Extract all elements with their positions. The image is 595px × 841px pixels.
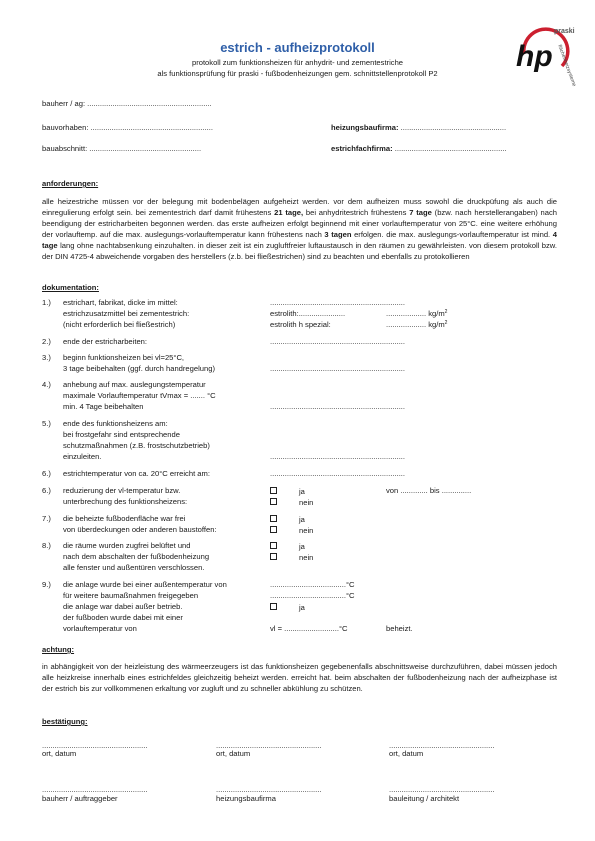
signer-label-bauleitung: bauleitung / architekt (389, 794, 460, 803)
item-text: alle fenster und außentüren verschlossen. (63, 563, 205, 572)
ort-datum-label: ort, datum (42, 749, 77, 758)
nein-checkbox[interactable]: nein (270, 553, 313, 562)
item-text: reduzierung der vl-temperatur bzw. (63, 486, 181, 495)
item-text: von überdeckungen oder anderen baustoffen: (63, 525, 217, 534)
signature-line[interactable]: .................................................. (216, 785, 322, 794)
estrolith-h-label: estrolith h spezial: (270, 320, 331, 329)
ja-checkbox[interactable]: ja (270, 542, 305, 551)
temperature-field[interactable]: ....................................°C (270, 580, 355, 589)
item-text: der fußboden wurde dabei mit einer (63, 613, 183, 622)
item-text: estrichart, fabrikat, dicke im mittel: (63, 298, 178, 307)
logo-brand-text: praski (554, 28, 575, 35)
item-text: unterbrechung des funktionsheizens: (63, 497, 188, 506)
quantity-field[interactable]: ................... $kg/m^2$ (386, 309, 448, 318)
signature-line[interactable]: .................................................. (389, 785, 495, 794)
item-text: beginn funktionsheizen bei vl=25°C, (63, 353, 185, 362)
checkbox-icon (270, 498, 277, 505)
item-number: 2.) (42, 337, 51, 346)
item-number: 6.) (42, 486, 51, 495)
vl-temperature-field[interactable]: vl = ..........................°C (270, 624, 348, 633)
item-text: estrichtemperatur von ca. 20°C erreicht am: (63, 469, 210, 478)
signer-label-heizungsbaufirma: heizungsbaufirma (216, 794, 276, 803)
estrichfachfirma-field[interactable] (331, 145, 507, 153)
nein-checkbox[interactable]: nein (270, 498, 313, 507)
checkbox-icon (270, 542, 277, 549)
item-number: 4.) (42, 380, 51, 389)
checkbox-icon (270, 515, 277, 522)
page-subtitle-1: protokoll zum funktionsheizen für anhydrit- und zementestriche (191, 58, 404, 67)
item-text: einzuleiten. (63, 452, 102, 461)
heizungsbaufirma-label: heizungsbaufirma: (331, 123, 399, 132)
bauherr-field[interactable]: bauherr / ag: ........................................................... (42, 99, 212, 108)
signer-label-bauherr: bauherr / auftraggeber (42, 794, 118, 803)
ja-checkbox[interactable]: ja (270, 515, 305, 524)
input-line[interactable]: ................................................................ (270, 452, 406, 461)
signature-line[interactable]: .................................................. (389, 741, 495, 750)
item-text: schutzmaßnahmen (z.B. frostschutzbetrieb) (63, 441, 210, 450)
checkbox-icon (270, 487, 277, 494)
checkbox-icon (270, 526, 277, 533)
input-line[interactable]: ................................................................ (270, 298, 406, 307)
item-number: 6.) (42, 469, 51, 478)
item-text: für weitere baumaßnahmen freigegeben (63, 591, 199, 600)
item-text: anhebung auf max. auslegungstemperatur (63, 380, 206, 389)
ort-datum-label: ort, datum (216, 749, 251, 758)
anforderungen-heading: anforderungen: (42, 179, 99, 188)
bauvorhaben-field[interactable]: bauvorhaben: .......................................................... (42, 123, 213, 132)
item-number: 9.) (42, 580, 51, 589)
nein-checkbox[interactable]: nein (270, 526, 313, 535)
item-text: nach dem abschalten der fußbodenheizung (63, 552, 210, 561)
item-text: die anlage war dabei außer betrieb. (63, 602, 183, 611)
item-number: 5.) (42, 419, 51, 428)
item-text: (nicht erforderlich bei fließestrich) (63, 320, 176, 329)
item-text: bei frostgefahr sind entsprechende (63, 430, 180, 439)
temperature-field[interactable]: ....................................°C (270, 591, 355, 600)
page-subtitle-2: als funktionsprüfung für praski - fußbodenheizungen gem. schnittstellenprotokoll P2 (157, 69, 438, 78)
item-text: die anlage wurde bei einer außentemperatur von (63, 580, 227, 589)
item-text: maximale Vorlauftemperatur tVmax = ....... °C (63, 391, 216, 400)
signature-line[interactable]: .................................................. (42, 785, 148, 794)
von-bis-field[interactable]: von ............. bis .............. (386, 486, 472, 495)
beheizt-label: beheizt. (386, 624, 413, 633)
ort-datum-label: ort, datum (389, 749, 424, 758)
item-text: die beheizte fußbodenfläche war frei (63, 514, 186, 523)
ja-checkbox[interactable]: ja (270, 603, 305, 612)
item-number: 1.) (42, 298, 51, 307)
signature-line[interactable]: .................................................. (216, 741, 322, 750)
input-line[interactable]: ................................................................ (270, 337, 406, 346)
anforderungen-text: alle heizestriche müssen vor der belegung mit bodenbelägen aufgeheizt werden. vor dem aufheizen muss sowohl die druckpüfung als auch die einregulierung erfolgt sein. bei zementestrich darf damit frühestens 21 tage, bei anhydritestrich frühestens 7 tage (bzw. nach herstellerangaben) nach beendigung der estricharbeiten begonnen werden. das erste aufheizen erfolgt beginnend mit einer vorlauftemperatur von 25°C. eine weitere erhöhung der vorlauftemp. auf die max. auslegungs-vorlauftemperatur kann frühestens nach 3 tagen erfolgen. die max. auslegungs-vorlauftemperatur ist mind. 4 tage lang ohne nachtabsenkung einzuhalten. in dieser zeit ist ein zugluftfreier luftaustausch in den räumen zu gewährleisten. von diesem protokoll bzw. der DIN 4725-4 abweichende vorgaben des herstellers (z.b. bei fließestrichen) sind zu beachten und ebenfalls zu protokollieren (42, 197, 558, 261)
checkbox-icon (270, 603, 277, 610)
logo-hp-text: hp (516, 40, 553, 73)
input-line[interactable]: ................................................................ (270, 364, 406, 373)
item-number: 3.) (42, 353, 51, 362)
input-line[interactable]: ................................................................ (270, 402, 406, 411)
input-line[interactable]: ................................................................ (270, 469, 406, 478)
signature-line[interactable]: .................................................. (42, 741, 148, 750)
item-text: die räume wurden zugfrei belüftet und (63, 541, 191, 550)
ja-checkbox[interactable]: ja (270, 487, 305, 496)
dokumentation-heading: dokumentation: (42, 283, 99, 292)
quantity-field[interactable]: ................... $kg/m^2$ (386, 320, 448, 329)
item-number: 7.) (42, 514, 51, 523)
achtung-heading: achtung: (42, 645, 75, 654)
bauabschnitt-field[interactable]: bauabschnitt: ..................................................... (42, 144, 202, 153)
item-text: 3 tage beibehalten (ggf. durch handregelung) (63, 364, 215, 373)
item-text: vorlauftemperatur von (63, 624, 137, 633)
achtung-text: in abhängigkeit von der heizleistung des wärmeerzeugers ist das funktionsheizen gegebenenfalls abschnittsweise durchzuführen, dabei müssen jedoch alle heizkreise innerhalb eines estrichfeldes gleichzeitig beheizt werden. erreicht hat. beim abschalten der fußbodenheizung nach der aufheizphase ist der estrich bis zur vollkommenen erkaltung vor zugluft und zu schneller abkühlung zu schützen. (42, 662, 557, 693)
page-title: estrich - aufheizprotokoll (220, 40, 375, 55)
logo-tagline-text: flächenheizsysteme (556, 44, 578, 88)
item-text: ende der estricharbeiten: (63, 337, 148, 346)
bestaetigung-heading: bestätigung: (42, 717, 88, 726)
estrichfachfirma-label: estrichfachfirma: (331, 144, 393, 153)
item-text: min. 4 Tage beibehalten (63, 402, 144, 411)
item-text: estrichzusatzmittel bei zementestrich: (63, 309, 190, 318)
estrichfachfirma-dots: ..................................................... (392, 144, 507, 153)
estrolith-field[interactable]: estrolith:...................... (270, 309, 346, 318)
item-number: 8.) (42, 541, 51, 550)
item-text: ende des funktionsheizens am: (63, 419, 168, 428)
checkbox-icon (270, 553, 277, 560)
heizungsbaufirma-field[interactable] (331, 124, 506, 132)
heizungsbaufirma-dots: .................................................. (398, 123, 507, 132)
